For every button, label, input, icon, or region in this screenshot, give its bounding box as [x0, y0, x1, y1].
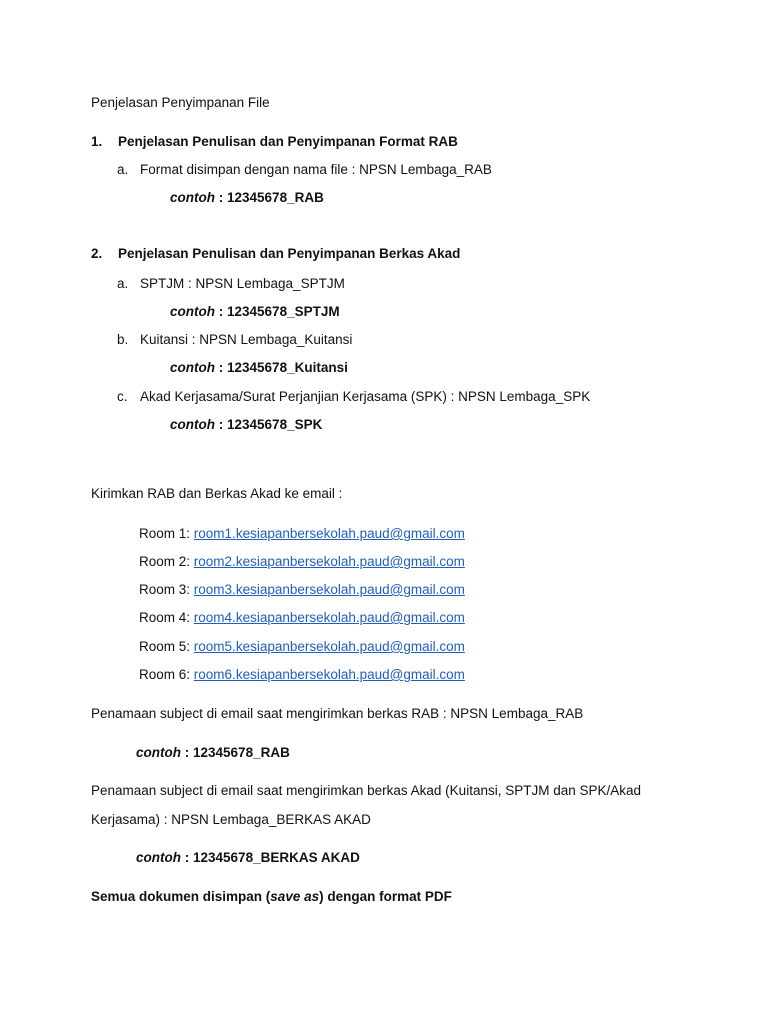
room-label: Room 3: — [139, 582, 191, 597]
example-label: contoh — [136, 745, 181, 760]
section-number: 2. — [91, 246, 103, 261]
item-text: Kuitansi : NPSN Lembaga_Kuitansi — [140, 332, 353, 347]
room-label: Room 6: — [139, 667, 191, 682]
footer-note — [91, 888, 452, 906]
item-letter: a. — [117, 162, 129, 177]
example-label: contoh — [170, 304, 215, 319]
room-row — [139, 666, 465, 684]
room-label: Room 5: — [139, 639, 191, 654]
example-line — [136, 744, 290, 762]
list-item — [117, 388, 590, 406]
example-value: : 12345678_SPTJM — [218, 304, 340, 319]
example-label: contoh — [170, 417, 215, 432]
example-line — [170, 303, 340, 321]
room-email-link[interactable]: room1.kesiapanbersekolah.paud@gmail.com — [193, 526, 465, 541]
room-label: Room 2: — [139, 554, 191, 569]
item-text: SPTJM : NPSN Lembaga_SPTJM — [140, 276, 345, 291]
room-email-link[interactable]: room2.kesiapanbersekolah.paud@gmail.com — [193, 554, 465, 569]
example-label: contoh — [170, 190, 215, 205]
footer-before: Semua dokumen disimpan ( — [91, 889, 271, 904]
footer-italic: save as — [270, 889, 320, 904]
room-email-link[interactable]: room3.kesiapanbersekolah.paud@gmail.com — [193, 582, 465, 597]
room-email-link[interactable]: room5.kesiapanbersekolah.paud@gmail.com — [193, 639, 465, 654]
example-value: : 12345678_Kuitansi — [218, 360, 348, 375]
room-label: Room 1: — [139, 526, 191, 541]
item-text: Akad Kerjasama/Surat Perjanjian Kerjasama (SPK) : NPSN Lembaga_SPK — [140, 389, 591, 404]
list-item — [117, 275, 345, 293]
subject-akad-text-line2: Kerjasama) : NPSN Lembaga_BERKAS AKAD — [91, 812, 371, 827]
email-intro: Kirimkan RAB dan Berkas Akad ke email : — [91, 486, 343, 501]
room-row — [139, 581, 465, 599]
example-label: contoh — [170, 360, 215, 375]
subject-akad-text-line1: Penamaan subject di email saat mengirimkan berkas Akad (Kuitansi, SPTJM dan SPK/Akad — [91, 783, 642, 798]
example-line — [170, 189, 324, 207]
item-letter: a. — [117, 276, 129, 291]
room-email-link[interactable]: room6.kesiapanbersekolah.paud@gmail.com — [193, 667, 465, 682]
room-label: Room 4: — [139, 610, 191, 625]
section-1-heading — [91, 133, 458, 151]
example-line — [170, 359, 348, 377]
subject-rab-text: Penamaan subject di email saat mengirimkan berkas RAB : NPSN Lembaga_RAB — [91, 706, 584, 721]
section-number: 1. — [91, 134, 103, 149]
item-letter: b. — [117, 332, 129, 347]
example-value: : 12345678_BERKAS AKAD — [184, 850, 360, 865]
example-line — [136, 849, 360, 867]
room-row — [139, 638, 465, 656]
example-label: contoh — [136, 850, 181, 865]
list-item — [117, 161, 492, 179]
example-value: : 12345678_RAB — [218, 190, 324, 205]
item-letter: c. — [117, 389, 128, 404]
example-value: : 12345678_SPK — [218, 417, 323, 432]
document-title: Penjelasan Penyimpanan File — [91, 95, 270, 110]
room-email-link[interactable]: room4.kesiapanbersekolah.paud@gmail.com — [193, 610, 465, 625]
item-text: Format disimpan dengan nama file : NPSN Lembaga_RAB — [140, 162, 492, 177]
section-2-heading — [91, 245, 460, 263]
list-item — [117, 331, 352, 349]
example-line — [170, 416, 322, 434]
room-row — [139, 609, 465, 627]
room-row — [139, 525, 465, 543]
example-value: : 12345678_RAB — [184, 745, 290, 760]
room-row — [139, 553, 465, 571]
section-heading-text: Penjelasan Penulisan dan Penyimpanan Format RAB — [118, 134, 458, 149]
footer-after: ) dengan format PDF — [319, 889, 452, 904]
section-heading-text: Penjelasan Penulisan dan Penyimpanan Berkas Akad — [118, 246, 461, 261]
